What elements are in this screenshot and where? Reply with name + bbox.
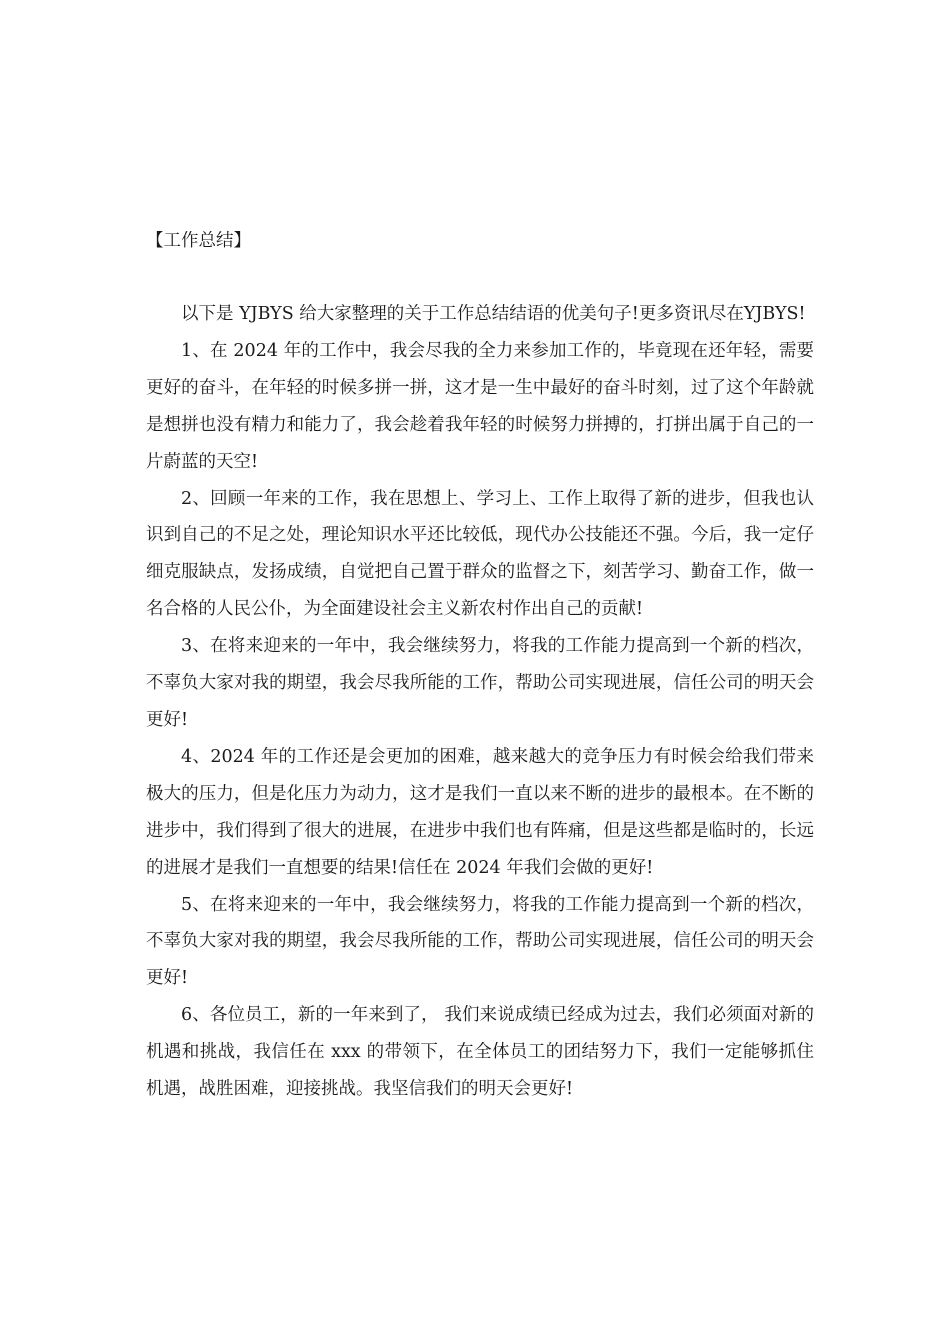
paragraph-2: 2、回顾一年来的工作，我在思想上、学习上、工作上取得了新的进步，但我也认识到自己的不足之处，理论知识水平还比较低，现代办公技能还不强。今后，我一定仔细克服缺点，发扬成绩，自觉把自己置于群众的监督之下，刻苦学习、勤奋工作，做一名合格的人民公仆，为全面建设社会主义新农村作出自己的贡献! <box>146 488 814 620</box>
paragraph-6: 6、各位员工，新的一年来到了， 我们来说成绩已经成为过去，我们必须面对新的机遇和挑战，我信任在 xxx 的带领下，在全体员工的团结努力下，我们一定能够抓住机遇，战胜困难，迎接挑战。我坚信我们的明天会更好! <box>146 1005 814 1100</box>
document-body <box>146 225 814 1108</box>
section-heading: 【工作总结】 <box>146 231 251 251</box>
paragraph-5: 5、在将来迎来的一年中，我会继续努力，将我的工作能力提高到一个新的档次，不辜负大家对我的期望，我会尽我所能的工作，帮助公司实现进展，信任公司的明天会更好! <box>146 894 814 989</box>
intro-paragraph: 以下是 YJBYS 给大家整理的关于工作总结结语的优美句子!更多资讯尽在YJBYS! <box>181 304 806 324</box>
paragraph-3: 3、在将来迎来的一年中，我会继续努力，将我的工作能力提高到一个新的档次，不辜负大家对我的期望，我会尽我所能的工作，帮助公司实现进展，信任公司的明天会更好! <box>146 636 814 730</box>
paragraph-4: 4、2024 年的工作还是会更加的困难，越来越大的竞争压力有时候会给我们带来极大的压力，但是化压力为动力，这才是我们一直以来不断的进步的最根本。在不断的进步中，我们得到了很大的进展，在进步中我们也有阵痛，但是这些都是临时的，长远的进展才是我们一直想要的结果!信任在 2024 年我们会做的更好! <box>146 746 814 878</box>
paragraph-1: 1、在 2024 年的工作中，我会尽我的全力来参加工作的，毕竟现在还年轻，需要更好的奋斗，在年轻的时候多拼一拼，这才是一生中最好的奋斗时刻，过了这个年龄就是想拼也没有精力和能力了，我会趁着我年轻的时候努力拼搏的，打拼出属于自己的一片蔚蓝的天空! <box>146 340 814 472</box>
